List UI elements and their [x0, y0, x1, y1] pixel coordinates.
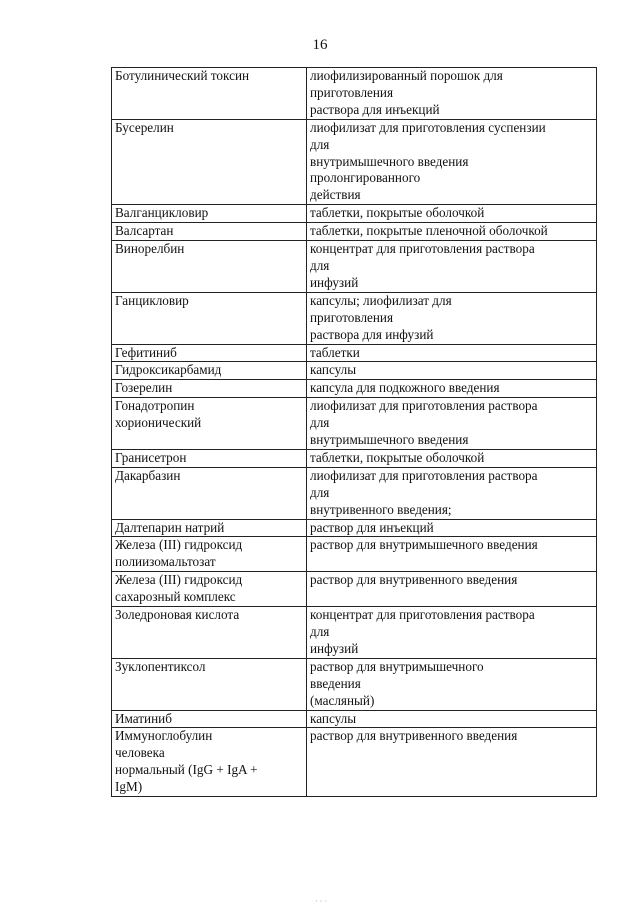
dosage-form-line: для	[310, 136, 330, 152]
drug-name-cell	[112, 467, 307, 519]
dosage-form-line: таблетки, покрытые оболочкой	[310, 205, 485, 221]
dosage-form-cell	[307, 223, 597, 241]
dosage-form-line: инфузий	[310, 274, 359, 290]
drug-name-cell	[112, 398, 307, 450]
drug-name-line: Бусерелин	[115, 119, 174, 135]
drug-name-line: хорионический	[115, 415, 202, 431]
dosage-form-line: раствор для внутримышечного введения	[310, 537, 538, 553]
drug-name-line: нормальный (IgG + IgA +	[115, 762, 258, 778]
drug-name-line: Гефитиниб	[115, 344, 177, 360]
table-row	[112, 728, 597, 797]
dosage-form-line: лиофилизат для приготовления суспензии	[310, 119, 546, 135]
drug-name-cell	[112, 449, 307, 467]
dosage-form-line: внутривенного введения;	[310, 501, 452, 517]
table-row	[112, 658, 597, 710]
table-row	[112, 380, 597, 398]
dosage-form-line: (масляный)	[310, 692, 375, 708]
dosage-form-cell	[307, 68, 597, 120]
table-row	[112, 398, 597, 450]
dosage-form-cell	[307, 344, 597, 362]
dosage-form-cell	[307, 658, 597, 710]
dosage-form-line: лиофилизированный порошок для	[310, 68, 503, 83]
dosage-form-line: инфузий	[310, 640, 359, 656]
dosage-form-cell	[307, 380, 597, 398]
dosage-form-line: таблетки	[310, 344, 360, 360]
dosage-form-line: приготовления	[310, 309, 394, 325]
drug-name-line: сахарозный комплекс	[115, 589, 236, 605]
dosage-form-line: концентрат для приготовления раствора	[310, 607, 535, 623]
drug-name-line: Дакарбазин	[115, 467, 181, 483]
dosage-form-cell	[307, 728, 597, 797]
drug-name-cell	[112, 607, 307, 659]
dosage-form-line: капсула для подкожного введения	[310, 380, 500, 396]
dosage-form-line: внутримышечного введения	[310, 153, 469, 169]
drug-name-cell	[112, 205, 307, 223]
dosage-form-line: приготовления	[310, 84, 394, 100]
drug-name-line: Гонадотропин	[115, 398, 195, 414]
dosage-form-line: для	[310, 415, 330, 431]
table-row	[112, 449, 597, 467]
table-row	[112, 292, 597, 344]
table-row	[112, 119, 597, 205]
drug-name-cell	[112, 68, 307, 120]
page-number: 16	[312, 37, 328, 53]
dosage-form-cell	[307, 292, 597, 344]
dosage-form-line: внутримышечного введения	[310, 432, 469, 448]
dosage-form-cell	[307, 537, 597, 572]
dosage-form-cell	[307, 449, 597, 467]
dosage-form-line: для	[310, 624, 330, 639]
dosage-form-cell	[307, 241, 597, 293]
drug-name-line: Гидроксикарбамид	[115, 362, 222, 378]
dosage-form-line: лиофилизат для приготовления раствора	[310, 467, 538, 483]
footer-mark: · · ·	[315, 897, 327, 906]
drug-name-cell	[112, 728, 307, 797]
dosage-form-cell	[307, 710, 597, 728]
dosage-form-line: пролонгированного	[310, 170, 421, 186]
dosage-form-line: капсулы	[310, 362, 357, 378]
dosage-form-line: для	[310, 484, 330, 500]
table-row	[112, 344, 597, 362]
table-row	[112, 223, 597, 241]
drug-name-line: Валсартан	[115, 223, 174, 239]
dosage-form-cell	[307, 362, 597, 380]
dosage-form-line: капсулы	[310, 710, 357, 726]
drug-name-line: Ганцикловир	[115, 292, 189, 308]
drug-name-line: Железа (III) гидроксид	[115, 537, 243, 553]
dosage-form-cell	[307, 572, 597, 607]
dosage-form-cell	[307, 119, 597, 205]
table-row	[112, 68, 597, 120]
dosage-form-line: концентрат для приготовления раствора	[310, 241, 535, 257]
table-row	[112, 241, 597, 293]
drug-name-cell	[112, 380, 307, 398]
drug-name-cell	[112, 362, 307, 380]
drug-name-cell	[112, 519, 307, 537]
drug-name-line: IgM)	[115, 779, 143, 795]
dosage-form-line: лиофилизат для приготовления раствора	[310, 398, 538, 414]
drug-name-cell	[112, 658, 307, 710]
drug-table-body	[112, 68, 597, 797]
drug-name-cell	[112, 292, 307, 344]
table-row	[112, 607, 597, 659]
dosage-form-line: действия	[310, 187, 361, 203]
table-row	[112, 572, 597, 607]
drug-name-cell	[112, 241, 307, 293]
dosage-form-cell	[307, 205, 597, 223]
drug-name-line: человека	[115, 745, 165, 761]
drug-name-line: Винорелбин	[115, 241, 185, 257]
dosage-form-line: раствора для инфузий	[310, 326, 434, 342]
table-row	[112, 362, 597, 380]
drug-name-cell	[112, 223, 307, 241]
dosage-form-line: капсулы; лиофилизат для	[310, 292, 452, 308]
drug-name-line: Валганцикловир	[115, 205, 209, 221]
dosage-form-line: таблетки, покрытые оболочкой	[310, 449, 485, 465]
dosage-form-line: для	[310, 257, 330, 273]
dosage-form-line: таблетки, покрытые пленочной оболочкой	[310, 223, 548, 239]
drug-name-line: полиизомальтозат	[115, 554, 216, 570]
table-row	[112, 519, 597, 537]
dosage-form-line: раствора для инъекций	[310, 101, 440, 117]
drug-name-line: Иматиниб	[115, 710, 172, 726]
dosage-form-line: раствор для инъекций	[310, 519, 434, 535]
dosage-form-line: раствор для внутривенного введения	[310, 728, 518, 744]
drug-name-cell	[112, 119, 307, 205]
drug-name-line: Зуклопентиксол	[115, 658, 206, 674]
dosage-form-cell	[307, 398, 597, 450]
drug-name-cell	[112, 537, 307, 572]
dosage-form-cell	[307, 467, 597, 519]
drug-name-line: Золедроновая кислота	[115, 607, 240, 623]
drug-name-cell	[112, 344, 307, 362]
dosage-form-line: раствор для внутримышечного	[310, 658, 484, 674]
drug-name-line: Гозерелин	[115, 380, 173, 396]
drug-name-line: Железа (III) гидроксид	[115, 572, 243, 588]
drug-name-cell	[112, 710, 307, 728]
table-row	[112, 710, 597, 728]
drug-name-line: Ботулинический токсин	[115, 68, 250, 83]
drug-name-cell	[112, 572, 307, 607]
dosage-form-cell	[307, 519, 597, 537]
drug-name-line: Далтепарин натрий	[115, 519, 225, 535]
drug-name-line: Гранисетрон	[115, 449, 187, 465]
dosage-form-line: раствор для внутривенного введения	[310, 572, 518, 588]
table-row	[112, 467, 597, 519]
table-row	[112, 205, 597, 223]
drug-name-line: Иммуноглобулин	[115, 728, 213, 744]
table-row	[112, 537, 597, 572]
drug-table	[111, 67, 597, 797]
dosage-form-line: введения	[310, 675, 361, 691]
dosage-form-cell	[307, 607, 597, 659]
